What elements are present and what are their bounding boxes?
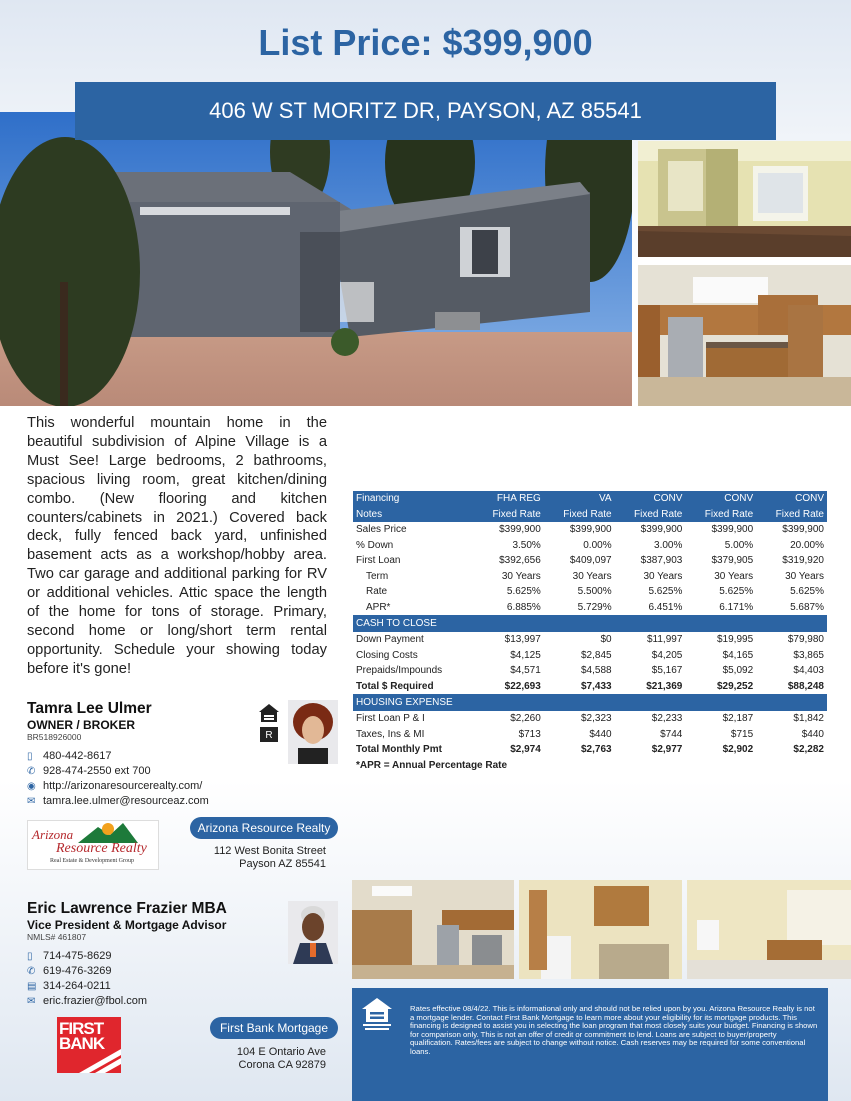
cell-value: $22,693 — [504, 680, 541, 692]
cell-value: $2,974 — [510, 744, 541, 756]
list-price: List Price: $399,900 — [258, 22, 593, 63]
loan-row — [353, 600, 827, 616]
house-exterior-photo — [0, 112, 632, 406]
cell-value: $2,282 — [793, 744, 824, 756]
cash-to-close-header-label: CASH TO CLOSE — [353, 615, 827, 632]
cell-value: CONV — [615, 491, 686, 507]
cell-value: $399,900 — [711, 524, 754, 536]
cash-row — [353, 648, 827, 664]
first-bank-logo: FIRST BANK — [57, 1017, 121, 1073]
loan-row — [353, 569, 827, 585]
lender-license: NMLS# 461807 — [27, 932, 87, 942]
globe-icon: ◉ — [27, 781, 36, 792]
housing-row — [353, 742, 827, 758]
agent-license: BR518926000 — [27, 732, 82, 742]
cell-value: Fixed Rate — [615, 507, 686, 523]
cell-value: 6.885% — [506, 601, 541, 613]
cell-value: $3,865 — [793, 649, 824, 661]
cell-value: VA — [544, 491, 615, 507]
bathroom-photo — [687, 880, 851, 979]
email-icon: ✉ — [27, 996, 36, 1007]
cell-value: $2,902 — [722, 744, 754, 756]
housing-row — [353, 727, 827, 743]
disclaimer-text: Rates effective 08/4/22. This is informational only and should not be relied upon by you. Arizona Resource Realty is not a mortgage lender. Contact First Bank Mortgage to learn more about your eligibility for its mortgage products. This financing is designed to assist you in selecting the loan program that most closely suits your budget. Financing is shown for comparison only. This is not an offer of credit or commitment to lend. Loans are subject to buyer/property qualification. Rates/fees are subject to change without notice. Cash reserves may be required for some conventional loans. — [410, 1004, 818, 1056]
lender-title: Vice President & Mortgage Advisor — [27, 918, 227, 932]
email-icon: ✉ — [27, 796, 36, 807]
cell-value: CONV — [685, 491, 756, 507]
dining-kitchen-photo — [352, 880, 514, 979]
cell-value: $29,252 — [717, 680, 754, 692]
loan-row — [353, 522, 827, 538]
cell-value: $387,903 — [640, 555, 683, 567]
cell-value: Fixed Rate — [685, 507, 756, 523]
cell-value: 30 Years — [572, 570, 612, 582]
table-header-row — [353, 491, 827, 507]
agent-name: Tamra Lee Ulmer — [27, 700, 152, 717]
cell-value: $4,125 — [510, 649, 541, 661]
agent-phone[interactable]: ✆ 928-474-2550 ext 700 — [27, 765, 151, 777]
cell-value: 30 Years — [785, 570, 824, 582]
cell-value: $2,977 — [651, 744, 683, 756]
table-header-row — [353, 507, 827, 523]
loan-row — [353, 538, 827, 554]
cell-value: 5.687% — [790, 601, 824, 613]
loan-row — [353, 584, 827, 600]
cell-value: $88,248 — [787, 680, 824, 692]
housing-expense-header — [353, 694, 827, 711]
lender-avatar — [288, 901, 338, 964]
cell-value: CONV — [756, 491, 827, 507]
agent-office-address: 112 West Bonita Street Payson AZ 85541 — [213, 845, 326, 870]
fax-icon: ▤ — [27, 981, 37, 992]
agent-title: OWNER / BROKER — [27, 718, 135, 732]
cell-value: $2,187 — [722, 713, 754, 725]
cell-value: $4,165 — [722, 649, 754, 661]
cell-value: Fixed Rate — [473, 507, 544, 523]
equal-housing-lender-icon — [361, 997, 393, 1031]
phone-icon: ✆ — [27, 766, 36, 777]
cell-value: $399,900 — [569, 524, 612, 536]
lender-email-link[interactable]: ✉ eric.frazier@fbol.com — [27, 995, 148, 1007]
cell-value: $399,900 — [499, 524, 541, 536]
row-label: First Loan P & I — [356, 713, 425, 725]
row-label: Notes — [353, 507, 473, 523]
financing-table — [353, 491, 827, 773]
agent-email-link[interactable]: ✉ tamra.lee.ulmer@resourceaz.com — [27, 795, 209, 807]
row-label: Prepaids/Impounds — [356, 665, 443, 677]
cell-value: $409,097 — [569, 555, 612, 567]
cell-value: $744 — [660, 728, 683, 740]
cell-value: $13,997 — [504, 634, 541, 646]
cell-value: $2,845 — [581, 649, 612, 661]
agent-office-button[interactable]: Arizona Resource Realty — [190, 817, 338, 839]
cell-value: $21,369 — [646, 680, 683, 692]
cell-value: $715 — [730, 728, 754, 740]
cash-row — [353, 632, 827, 648]
cell-value: $399,900 — [640, 524, 683, 536]
cash-row — [353, 663, 827, 679]
row-label: Total $ Required — [356, 680, 434, 692]
row-label: Total Monthly Pmt — [356, 744, 442, 756]
laundry-photo — [519, 880, 682, 979]
cell-value: $0 — [600, 634, 612, 646]
cell-value: $713 — [518, 728, 541, 740]
phone-icon: ✆ — [27, 966, 36, 977]
lender-name: Eric Lawrence Frazier MBA — [27, 900, 227, 917]
housing-row — [353, 711, 827, 727]
lender-info — [27, 900, 277, 942]
agent-avatar — [288, 700, 338, 764]
cell-value: $5,092 — [722, 665, 754, 677]
row-label: Down Payment — [356, 634, 424, 646]
cell-value: 20.00% — [790, 539, 824, 551]
cell-value: $2,233 — [651, 713, 683, 725]
cell-value: $440 — [801, 728, 824, 740]
cell-value: 5.625% — [506, 586, 541, 598]
lender-fax[interactable]: ▤ 314-264-0211 — [27, 980, 111, 992]
cell-value: 5.625% — [648, 586, 683, 598]
cell-value: $79,980 — [787, 634, 824, 646]
cell-value: $19,995 — [717, 634, 754, 646]
cell-value: 6.171% — [719, 601, 754, 613]
cell-value: $2,323 — [581, 713, 612, 725]
loan-row — [353, 553, 827, 569]
agent-info — [27, 700, 257, 742]
cell-value: $5,167 — [651, 665, 683, 677]
apr-footnote: *APR = Annual Percentage Rate — [356, 759, 508, 771]
arizona-resource-realty-logo: Arizona Resource Realty Real Estate & Development Group — [27, 820, 159, 870]
property-description: This wonderful mountain home in the beautiful subdivision of Alpine Village is a Must See! Large bedrooms, 2 bathrooms, spacious living room, great kitchen/dining combo. (New flooring and kitchen counters/cabinets in 2021.) Covered back deck, fully fenced back yard, unfinished basement acts as a workshop/hobby area. Two car garage and additional parking for RV or additional vehicles. Attic space the length of the home for tons of storage. Primary, second home or long/short term rental opportunity. Schedule your showing today before it's gone! — [27, 415, 327, 677]
cell-value: $392,656 — [499, 555, 541, 567]
cell-value: Fixed Rate — [544, 507, 615, 523]
living-room-photo — [638, 141, 851, 257]
agent-mobile[interactable]: ▯ 480-442-8617 — [27, 750, 112, 762]
cell-value: $440 — [589, 728, 612, 740]
footnote-row — [353, 758, 827, 774]
lender-phone[interactable]: ✆ 619-476-3269 — [27, 965, 112, 977]
cell-value: $2,260 — [510, 713, 541, 725]
cell-value: $4,403 — [793, 665, 824, 677]
cell-value: 5.625% — [719, 586, 754, 598]
cash-row — [353, 679, 827, 695]
address-banner: 406 W ST MORITZ DR, PAYSON, AZ 85541 — [75, 82, 776, 140]
cell-value: $4,588 — [581, 665, 612, 677]
cell-value: Fixed Rate — [756, 507, 827, 523]
cell-value: 0.00% — [583, 539, 612, 551]
row-label: Sales Price — [356, 524, 407, 536]
mobile-icon: ▯ — [27, 951, 33, 962]
row-label: APR* — [366, 601, 391, 613]
cell-value: $1,842 — [793, 713, 824, 725]
row-label: Term — [366, 570, 389, 582]
cell-value: FHA REG — [473, 491, 544, 507]
cell-value: 5.500% — [577, 586, 612, 598]
cell-value: 30 Years — [714, 570, 754, 582]
cell-value: 3.00% — [654, 539, 683, 551]
lender-contacts — [27, 949, 267, 1009]
cell-value: 30 Years — [643, 570, 683, 582]
row-label: Closing Costs — [356, 649, 418, 661]
kitchen-photo — [638, 265, 851, 406]
cell-value: $2,763 — [581, 744, 612, 756]
cell-value: 5.625% — [790, 586, 824, 598]
row-label: % Down — [356, 539, 394, 551]
agent-contacts — [27, 749, 267, 809]
lender-office-address: 104 E Ontario Ave Corona CA 92879 — [236, 1046, 326, 1071]
cell-value: 3.50% — [512, 539, 541, 551]
lender-office-button[interactable]: First Bank Mortgage — [210, 1017, 338, 1039]
cell-value: 30 Years — [501, 570, 541, 582]
cell-value: $7,433 — [581, 680, 612, 692]
agent-website-link[interactable]: ◉ http://arizonaresourcerealty.com/ — [27, 780, 203, 792]
cell-value: $4,571 — [510, 665, 541, 677]
row-label: Rate — [366, 586, 388, 598]
cell-value: 5.00% — [724, 539, 754, 551]
cell-value: 5.729% — [577, 601, 612, 613]
cell-value: $4,205 — [651, 649, 683, 661]
cash-to-close-header — [353, 615, 827, 632]
lender-mobile[interactable]: ▯ 714-475-8629 — [27, 950, 112, 962]
realtor-icon — [259, 726, 279, 746]
cell-value: $399,900 — [782, 524, 824, 536]
row-label: Taxes, Ins & MI — [356, 728, 425, 740]
equal-housing-icon — [258, 703, 280, 725]
housing-expense-header-label: HOUSING EXPENSE — [353, 694, 827, 711]
cell-value: 6.451% — [648, 601, 683, 613]
cell-value: $319,920 — [782, 555, 824, 567]
cell-value: $379,905 — [711, 555, 754, 567]
cell-value: $11,997 — [646, 634, 683, 646]
svg-text:R: R — [265, 730, 273, 741]
row-label: First Loan — [356, 555, 401, 567]
mobile-icon: ▯ — [27, 751, 33, 762]
row-label: Financing — [353, 491, 473, 507]
